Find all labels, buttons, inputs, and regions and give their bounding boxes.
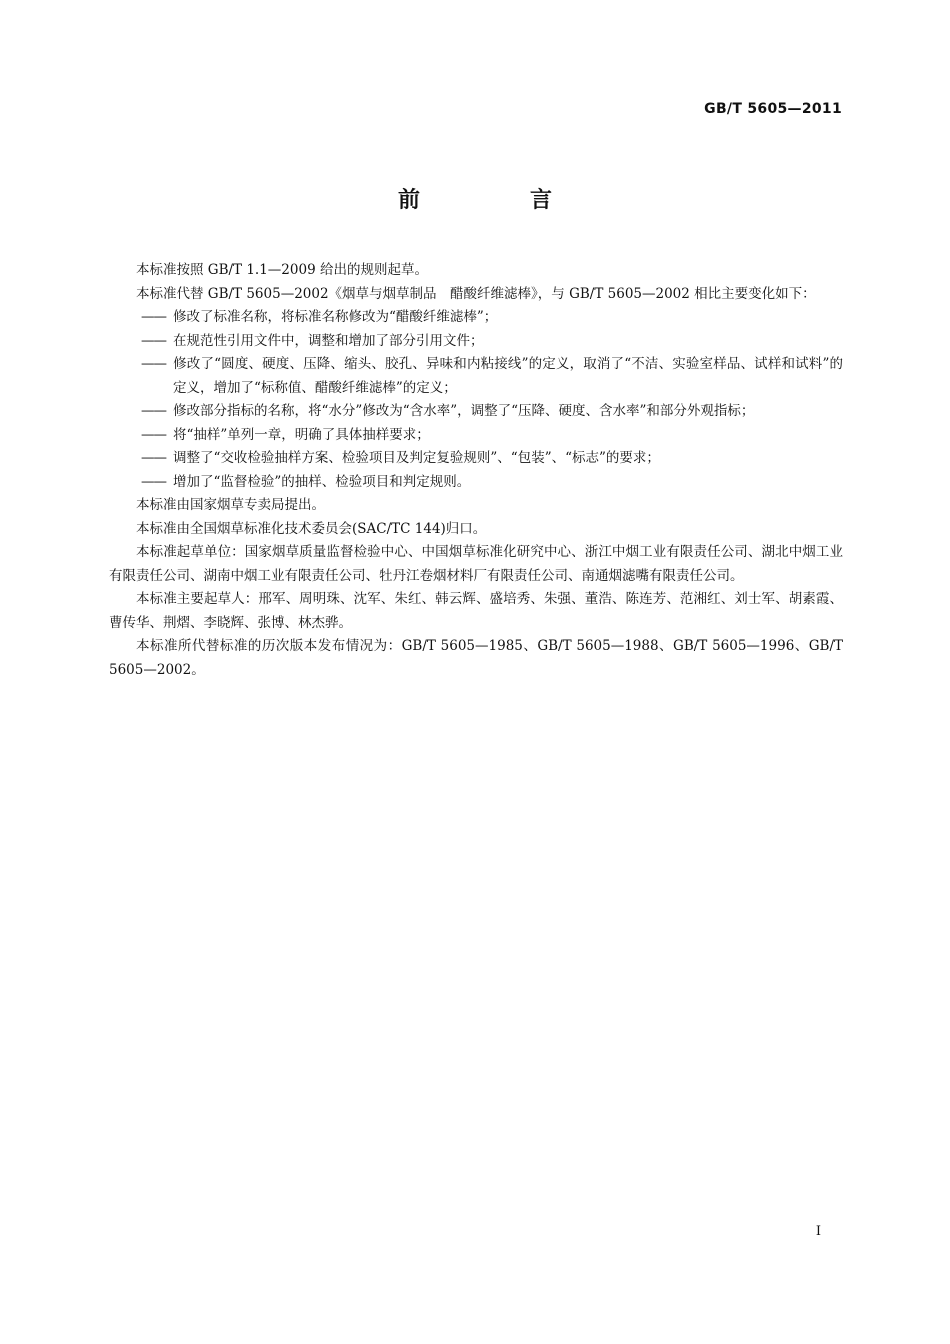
change-item-text: 增加了“监督检验”的抽样、检验项目和判定规则。 xyxy=(173,473,471,490)
change-item-text: 修改了标准名称，将标准名称修改为“醋酸纤维滤棒”； xyxy=(173,309,498,325)
change-item xyxy=(109,353,843,400)
paragraph-proposed-by: 本标准由国家烟草专卖局提出。 xyxy=(136,497,325,513)
foreword-body xyxy=(109,259,843,682)
change-item xyxy=(109,400,843,424)
standard-code: GB/T 5605—2011 xyxy=(704,101,842,117)
dash-mark: —— xyxy=(141,309,166,325)
paragraph-drafting-rules: 本标准按照 GB/T 1.1—2009 给出的规则起草。 xyxy=(136,262,428,278)
dash-mark: —— xyxy=(141,473,166,490)
change-item-text: 在规范性引用文件中，调整和增加了部分引用文件； xyxy=(173,332,484,349)
change-item-text: 将“抽样”单列一章，明确了具体抽样要求； xyxy=(173,426,430,443)
change-item xyxy=(109,306,843,330)
dash-mark: —— xyxy=(141,403,166,419)
dash-mark: —— xyxy=(141,356,166,372)
paragraph-replaces: 本标准代替 GB/T 5605—2002《烟草与烟草制品 醋酸纤维滤棒》，与 GB/T 5605—2002 相比主要变化如下： xyxy=(136,285,816,302)
change-item-text: 修改部分指标的名称，将“水分”修改为“含水率”，调整了“压降、硬度、含水率”和部分外观指标； xyxy=(173,403,755,419)
change-item xyxy=(109,471,843,495)
page-title: 前 言 xyxy=(397,188,596,213)
change-item-text: 修改了“圆度、硬度、压降、缩头、胶孔、异味和内粘接线”的定义，取消了“不洁、实验室样品、试样和试料”的定义，增加了“标称值、醋酸纤维滤棒”的定义； xyxy=(173,356,843,396)
change-item xyxy=(109,330,843,354)
change-item xyxy=(109,447,843,471)
paragraph-version-history: 本标准所代替标准的历次版本发布情况为：GB/T 5605—1985、GB/T 5605—1988、GB/T 5605—1996、GB/T 5605—2002。 xyxy=(109,638,843,678)
paragraph-drafters: 本标准主要起草人：邢军、周明珠、沈军、朱红、韩云辉、盛培秀、朱强、董浩、陈连芳、范湘红、刘士军、胡素霞、曹传华、荆熠、李晓辉、张博、林杰骅。 xyxy=(109,591,843,631)
dash-mark: —— xyxy=(141,450,166,466)
dash-mark: —— xyxy=(141,332,166,349)
dash-mark: —— xyxy=(141,426,166,443)
change-item xyxy=(109,424,843,448)
change-item-text: 调整了“交收检验抽样方案、检验项目及判定复验规则”、“包装”、“标志”的要求； xyxy=(173,450,660,466)
paragraph-committee: 本标准由全国烟草标准化技术委员会(SAC/TC 144)归口。 xyxy=(136,520,487,537)
page-number: I xyxy=(815,1224,821,1239)
paragraph-drafting-units: 本标准起草单位：国家烟草质量监督检验中心、中国烟草标准化研究中心、浙江中烟工业有限责任公司、湖北中烟工业有限责任公司、湖南中烟工业有限责任公司、牡丹江卷烟材料厂有限责任公司、南通烟滤嘴有限责任公司。 xyxy=(109,544,843,584)
